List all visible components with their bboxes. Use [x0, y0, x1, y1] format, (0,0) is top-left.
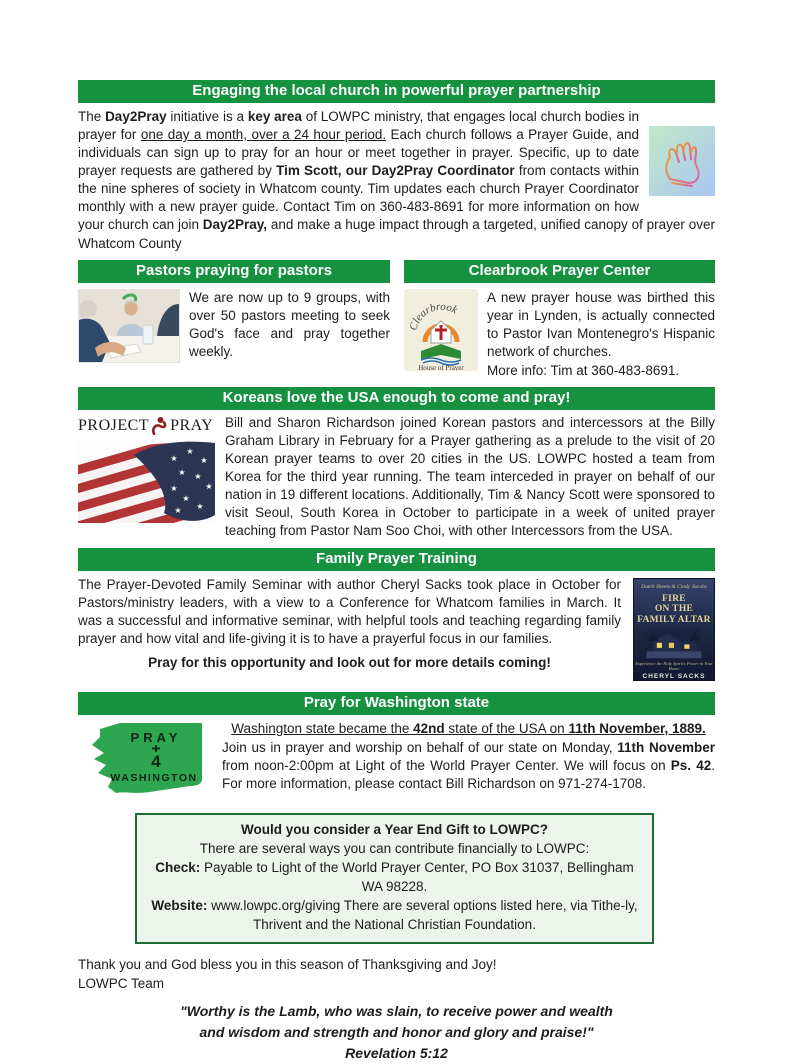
book-title-line3: FAMILY ALTAR: [637, 615, 711, 626]
clearbrook-caption: House of Prayer: [418, 363, 464, 371]
svg-text:★: ★: [194, 472, 202, 482]
book-title-line1: FIRE: [662, 593, 686, 604]
koreans-paragraph: Bill and Sharon Richardson joined Korean pastors and intercessors at the Billy Graham Library in February for a Prayer gathering as a prelude to the visit of 20 Korean prayer teams to over 20 cities in the US. LOWPC hosted a team from Korea for the third year running. The team interceded in prayer on behalf of our nation in 19 different locations. Additionally, Tim & Nancy Scott were sponsored to visit Seoul, South Korea in October to participate in a week of united prayer teaching from Pastor Nam Soo Choi, with other Intercessors from the USA.: [225, 415, 715, 539]
svg-text:★: ★: [205, 482, 213, 492]
us-flag-photo: [78, 439, 215, 523]
book-subtitle: Experience the Holy Spirit's Power in Your Home: [635, 660, 713, 671]
project-pray-word-right: PRAY: [170, 416, 214, 434]
newsletter-page: [78, 80, 715, 1064]
gift-line-4: Website: www.lowpc.org/giving There are several options listed here, via Tithe-ly,: [151, 898, 638, 914]
family-paragraph: The Prayer-Devoted Family Seminar with author Cheryl Sacks took place in October for Pastors/ministry leaders, with a view to a Conference for Whatcom families in March. It was a successful and informative seminar, with helpful tools and teaching regarding family prayer and how vital and life-giving it is to have a prayerful focus in our families.: [78, 576, 621, 646]
pastors-meeting-photo: [78, 289, 180, 363]
closing-thanks: Thank you and God bless you in this season of Thanksgiving and Joy!: [78, 956, 497, 972]
svg-text:★: ★: [196, 502, 204, 512]
clearbrook-more-info: More info: Tim at 360-483-8691.: [487, 362, 680, 378]
clearbrook-arc-text: Clearbrook: [407, 300, 460, 332]
gift-line-5: Thrivent and the National Christian Foundation.: [253, 917, 536, 933]
washington-headline: Washington state became the 42nd state of the USA on 11th November, 1889.: [231, 720, 706, 736]
praying-hands-icon: [649, 126, 715, 196]
map-text-washington: WASHINGTON: [110, 771, 198, 784]
svg-text:★: ★: [200, 456, 208, 466]
gift-line-3: Check: Payable to Light of the World Prayer Center, PO Box 31037, Bellingham WA 98228.: [155, 859, 634, 895]
scripture-quote: [78, 1001, 715, 1064]
washington-paragraph: Join us in prayer and worship on behalf of our state on Monday, 11th November from noon-2:00pm at Light of the World Prayer Center. We will focus on Ps. 42. For more information, please contact Bill Richardson on 971-274-1708.: [222, 739, 715, 791]
quote-line-1: "Worthy is the Lamb, who was slain, to receive power and wealth: [180, 1002, 613, 1019]
section-family: [78, 548, 715, 685]
section-family-header: Family Prayer Training: [78, 548, 715, 571]
praying-hands-image: [649, 126, 715, 196]
svg-text:★: ★: [178, 468, 186, 478]
section-engaging: [78, 80, 715, 253]
map-text-pray: PRAY: [130, 729, 182, 745]
project-pray-column: [78, 410, 215, 541]
pastors-text: We are now up to 9 groups, with over 50 pastors meeting to seek God's face and pray together weekly.: [189, 289, 390, 359]
section-pastors: [78, 260, 390, 380]
svg-text:★: ★: [182, 494, 190, 504]
section-koreans-header: Koreans love the USA enough to come and pray!: [78, 387, 715, 410]
section-washington: [78, 692, 715, 801]
closing-team: LOWPC Team: [78, 976, 165, 992]
quote-reference: Revelation 5:12: [345, 1044, 448, 1061]
engaging-paragraph: The Day2Pray initiative is a key area of LOWPC ministry, that engages local church bodies in prayer for one day a month, over a 24 hour period. Each church follows a Prayer Guide, and individuals can sign up to pray for an hour or meet together in prayer. Specific, up to date prayer requests are gathered by Tim Scott, our Day2Pray Coordinator from contacts within the nine spheres of society in Whatcom county. Tim updates each church Prayer Coordinator monthly with a new prayer guide. Contact Tim on 360-483-8691 for more information on how your church can join Day2Pray, and make a huge impact through a targeted, unified canopy of prayer over Whatcom County: [78, 109, 715, 251]
quote-line-2: and wisdom and strength and honor and glory and praise!": [199, 1023, 594, 1040]
year-end-gift-box: [135, 813, 654, 944]
row-pastors-clearbrook: [78, 260, 715, 380]
section-pastors-header: Pastors praying for pastors: [78, 260, 390, 283]
svg-text:★: ★: [170, 454, 178, 464]
section-clearbrook-header: Clearbrook Prayer Center: [404, 260, 715, 283]
section-engaging-body: [78, 108, 715, 253]
clearbrook-text: A new prayer house was birthed this year in Lynden, is actually connected to Pastor Ivan Montenegro's Hispanic network of churches.: [487, 289, 715, 359]
family-call-to-action: Pray for this opportunity and look out for more details coming!: [148, 654, 551, 670]
section-family-body: [78, 576, 715, 685]
section-washington-header: Pray for Washington state: [78, 692, 715, 715]
pray-4-washington-map: [84, 715, 210, 801]
svg-text:★: ★: [174, 506, 182, 516]
section-koreans: [78, 387, 715, 541]
section-engaging-header: Engaging the local church in powerful prayer partnership: [78, 80, 715, 103]
book-author: CHERYL SACKS: [642, 672, 706, 680]
gift-line-2: There are several ways you can contribute financially to LOWPC:: [199, 840, 590, 856]
book-title-line2: ON THE: [654, 604, 694, 615]
section-clearbrook: [404, 260, 715, 380]
clearbrook-logo: [404, 289, 478, 371]
book-house-illustration: [642, 629, 706, 658]
book-authors-line: Dutch Sheets & Cindy Jacobs: [641, 583, 707, 590]
project-pray-swirl-icon: [151, 416, 168, 435]
closing-block: [78, 955, 715, 994]
map-text-4: 4: [151, 751, 161, 771]
book-cover-fire-on-the-family-altar: [633, 578, 715, 681]
svg-text:★: ★: [170, 484, 178, 494]
svg-text:★: ★: [186, 447, 194, 457]
project-pray-logo: [78, 416, 215, 435]
gift-line-1: Would you consider a Year End Gift to LOWPC?: [240, 821, 549, 837]
project-pray-word-left: PROJECT: [78, 416, 150, 434]
